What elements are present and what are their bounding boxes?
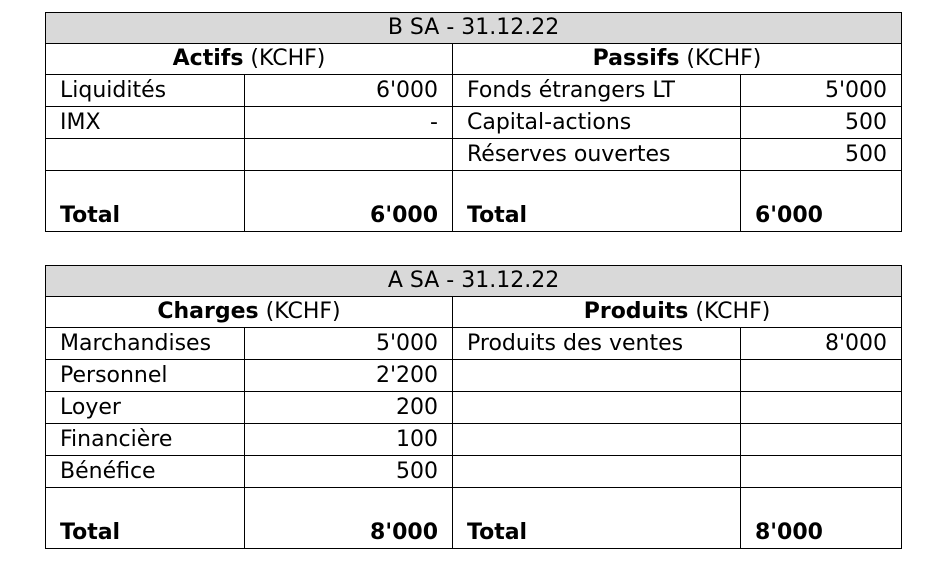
table-header-row	[46, 297, 902, 328]
right-value	[741, 424, 902, 456]
right-label	[453, 456, 741, 488]
right-label	[453, 360, 741, 392]
table-title-row	[46, 13, 902, 44]
total-left-label: Total	[46, 171, 245, 232]
right-value: 8'000	[741, 328, 902, 360]
right-label: Fonds étrangers LT	[453, 75, 741, 107]
total-right-label: Total	[453, 488, 741, 549]
table-title: A SA - 31.12.22	[46, 266, 902, 297]
right-value	[741, 360, 902, 392]
left-value: 200	[245, 392, 453, 424]
right-label	[453, 424, 741, 456]
total-left-value: 6'000	[245, 171, 453, 232]
total-right-value: 6'000	[741, 171, 902, 232]
left-value: 5'000	[245, 328, 453, 360]
left-label: Personnel	[46, 360, 245, 392]
total-row	[46, 171, 902, 232]
right-value: 500	[741, 139, 902, 171]
table-title: B SA - 31.12.22	[46, 13, 902, 44]
right-value	[741, 392, 902, 424]
header-passifs-label: Passifs	[592, 46, 680, 71]
right-label: Produits des ventes	[453, 328, 741, 360]
balance-sheet-table	[45, 12, 902, 232]
header-produits-label: Produits	[583, 299, 689, 324]
left-value: 6'000	[245, 75, 453, 107]
header-passifs	[453, 44, 902, 75]
total-left-value: 8'000	[245, 488, 453, 549]
left-label: Loyer	[46, 392, 245, 424]
right-label: Réserves ouvertes	[453, 139, 741, 171]
table-row	[46, 75, 902, 107]
header-produits	[453, 297, 902, 328]
table-row	[46, 328, 902, 360]
total-left-label: Total	[46, 488, 245, 549]
income-statement-table	[45, 265, 902, 549]
table-row	[46, 456, 902, 488]
left-label: IMX	[46, 107, 245, 139]
right-value: 5'000	[741, 75, 902, 107]
left-value: 100	[245, 424, 453, 456]
header-passifs-unit: (KCHF)	[679, 46, 762, 71]
header-produits-unit: (KCHF)	[688, 299, 771, 324]
left-value	[245, 139, 453, 171]
left-label: Bénéfice	[46, 456, 245, 488]
left-value: 500	[245, 456, 453, 488]
right-label: Capital-actions	[453, 107, 741, 139]
table-row	[46, 139, 902, 171]
left-label: Liquidités	[46, 75, 245, 107]
header-charges-unit: (KCHF)	[258, 299, 341, 324]
header-actifs-unit: (KCHF)	[243, 46, 326, 71]
total-row	[46, 488, 902, 549]
total-right-label: Total	[453, 171, 741, 232]
left-value: 2'200	[245, 360, 453, 392]
table-row	[46, 360, 902, 392]
total-right-value: 8'000	[741, 488, 902, 549]
table-row	[46, 424, 902, 456]
table-header-row	[46, 44, 902, 75]
header-charges	[46, 297, 453, 328]
right-value: 500	[741, 107, 902, 139]
header-charges-label: Charges	[157, 299, 259, 324]
header-actifs	[46, 44, 453, 75]
left-value: -	[245, 107, 453, 139]
right-value	[741, 456, 902, 488]
right-label	[453, 392, 741, 424]
table-row	[46, 392, 902, 424]
left-label: Marchandises	[46, 328, 245, 360]
header-actifs-label: Actifs	[172, 46, 244, 71]
table-row	[46, 107, 902, 139]
left-label: Financière	[46, 424, 245, 456]
table-title-row	[46, 266, 902, 297]
left-label	[46, 139, 245, 171]
